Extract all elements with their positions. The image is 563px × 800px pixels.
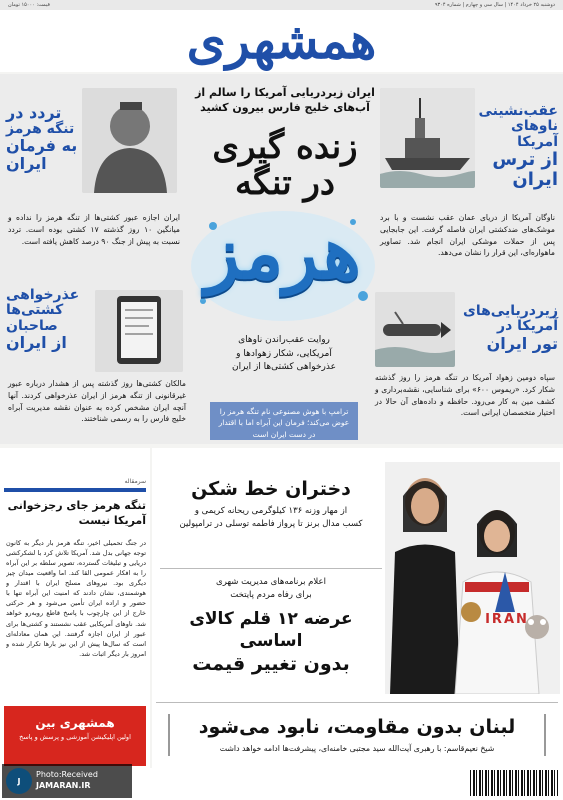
story-submarines-title-2: آمریکا در (497, 318, 558, 335)
story-traffic-title-2: تنگه هرمز (6, 120, 75, 137)
water-word-text: هرمز (205, 210, 361, 295)
city-sub-1: اعلام برنامه‌های مدیریت شهری (216, 577, 326, 587)
story-warships-title-2: ناوهای آمریکا (510, 118, 558, 150)
lead-subtitle-line-3: عذرخواهی کشتی‌ها از ایران (232, 362, 336, 372)
watermark-line-1: Photo:Received (36, 770, 98, 780)
story-apology-title[interactable] (6, 288, 98, 352)
jamaran-logo-icon: J (6, 768, 32, 794)
athletes-photo (385, 462, 560, 694)
sports-story[interactable] (156, 478, 386, 530)
ad-subtitle: اولین اپلیکیشن آموزشی و پرسش و پاسخ (19, 733, 131, 741)
commander-portrait-icon (82, 88, 177, 193)
lebanon-headline: لبنان بدون مقاومت، نابود می‌شود (198, 716, 516, 738)
lebanon-divider (156, 702, 558, 703)
editorial-body: در جنگ تحمیلی اخیر، تنگه هرمز بار دیگر به کانون توجه جهانی بدل شد. آمریکا تلاش کرد با لشکرکشی دریایی و تبلیغات گسترده، تصویر سلطه بر این آبراه را به افکار عمومی القا کند. اما واقعیت میدان چیز دیگری بود. نیروهای مسلح ایران با اقتدار و هوشمندی، نشان دادند که امنیت این آبراه تنها با حضور و اراده ایران تأمین می‌شود و هر حرکتی خارج از این چارچوب با پاسخ قاطع روبه‌رو خواهد شد. ناوهای آمریکایی عقب نشستند و کشتی‌ها برای عبور از ایران اجازه گرفتند. این همان معادله‌ای است که سال‌ها پیش از این نیز بارها تکرار شده و امروز بار دیگر اثبات شد. (6, 539, 146, 658)
submarine-drone-icon (375, 292, 455, 367)
photo-watermark (2, 764, 132, 798)
city-divider (160, 568, 382, 569)
athletes-photo-graphic (385, 462, 560, 694)
iran-jersey-text: IRAN (485, 612, 529, 627)
story-traffic-title-3: به فرمان (6, 135, 78, 155)
hamshahri-bin-ad[interactable] (4, 706, 146, 766)
tablet-document-icon (95, 290, 183, 372)
price-text: قیمت: ۱۵۰۰۰ تومان (8, 2, 50, 8)
ad-title: همشهری بین (35, 716, 115, 730)
story-submarines-title[interactable] (452, 304, 558, 352)
story-apology-title-1: عذرخواهی (6, 287, 80, 303)
story-submarines-title-3: تور ایران (486, 333, 558, 353)
watermark-line-2: JAMARAN.IR (36, 781, 91, 790)
city-story[interactable] (160, 576, 382, 676)
editorial-accent-bar (4, 488, 146, 492)
document-tablet-illustration (95, 290, 183, 372)
story-apology-title-3: صاحبان (6, 317, 58, 334)
story-warships-title[interactable] (470, 104, 558, 190)
story-warships-title-4: ایران (512, 168, 558, 190)
sports-headline: دختران خط شکن (191, 478, 351, 500)
submarine-drone-illustration (375, 292, 455, 367)
water-splash-word (183, 196, 383, 328)
date-bar (0, 0, 563, 10)
date-text: دوشنبه ۲۵ خرداد ۱۴۰۴ | سال سی و چهارم | شماره ۹۳۰۴ (434, 2, 555, 8)
city-headline-1: عرضه ۱۲ قلم کالای اساسی (189, 608, 353, 651)
story-warships-body: ناوگان آمریکا از دریای عمان عقب نشست و با برد موشک‌های ضدکشتی ایران فاصله گرفت. این جابجایی پس از حملات موشکی ایران انجام شد. تصاویر ماهواره‌ای، این قرار را نشان می‌دهد. (380, 213, 555, 258)
lead-subtitle-line-1: روایت عقب‌راندن ناوهای (238, 335, 330, 345)
lebanon-subtitle: شیخ نعیم‌قاسم: با رهبری آیت‌الله سید مجتبی خامنه‌ای، پیشرفت‌ها ادامه خواهد داشت (219, 743, 495, 753)
masthead (0, 10, 563, 72)
city-sub-2: برای رفاه مردم پایتخت (230, 589, 312, 600)
story-apology-body: مالکان کشتی‌ها روز گذشته پس از هشدار درباره عبور غیرقانونی از تنگه هرمز از ایران عذرخواهی کردند. آنها آنچه ایران مشخص کرده به عنوان نقشه مدیریت آبراه خلیج فارس را به رسمی شناختند. (8, 379, 186, 424)
warship-icon (380, 88, 475, 188)
story-submarines-body: سپاه دومین زهواد آمریکا در تنگه هرمز را روز گذشته شکار کرد. «ریموس ۶۰۰» برای شناسایی، نقشه‌برداری و کشف مین به کار می‌رود. حافظه و داده‌های آن حالا در اختیار متخصصان ایرانی است. (375, 373, 556, 418)
trump-ai-note-text: ترامپ با هوش مصنوعی نام تنگه هرمز را عوض می‌کند؛ فرمان این آبراه اما با اقتدار در دست ایران است (218, 407, 350, 439)
story-submarines-title-1: زیردریایی‌های (463, 303, 558, 319)
story-traffic-title-4: ایران (6, 153, 47, 173)
sports-sub-2: کسب مدال برنز تا پرواز فاطمه توسلی در ترامپولین (179, 518, 363, 529)
story-apology-title-4: از ایران (6, 333, 67, 353)
story-traffic-title-1: تردد در (6, 103, 62, 122)
barcode-icon (470, 770, 558, 796)
story-warships-title-3: از ترس (492, 149, 558, 171)
editorial-kicker: سرمقاله (124, 478, 146, 485)
trump-ai-note-box[interactable] (210, 402, 358, 440)
warship-illustration (380, 88, 475, 188)
editorial-headline-1: تنگه هرمز جای رجزخوانی (7, 499, 146, 512)
story-traffic-body: ایران اجازه عبور کشتی‌ها از تنگه هرمز را نداده و میانگین ۱۰ روز گذشته ۱۷ کشتی بوده است. تردد نسبت به پیش از جنگ ۹۰ درصد کاهش یافته است. (8, 213, 180, 246)
story-warships-title-1: عقب‌نشینی (478, 103, 558, 119)
lead-headline[interactable] (190, 127, 380, 203)
lebanon-story[interactable] (168, 714, 546, 756)
commander-illustration (82, 88, 177, 193)
lead-subtitle-line-2: آمریکایی، شکار زهوادها و (236, 348, 332, 359)
editorial-headline[interactable] (6, 498, 146, 529)
lead-subtitle (205, 334, 363, 375)
sports-sub-1: از مهار وزنه ۱۳۶ کیلوگرمی ریحانه کریمی و (194, 505, 348, 516)
top-teaser-line-1: ایران زیردریایی آمریکا را سالم از (195, 86, 375, 99)
top-teaser (190, 86, 380, 116)
city-headline-2: بدون تغییر قیمت (192, 652, 350, 675)
newspaper-logo: همشهری (186, 11, 377, 70)
story-apology-title-2: کشتی‌ها (6, 302, 64, 319)
lead-headline-line-1: زنده گیری (212, 127, 358, 167)
lead-headline-line-2: در تنگه (234, 162, 336, 203)
story-traffic-title[interactable] (6, 104, 86, 172)
top-teaser-line-2: آب‌های خلیج فارس بیرون کشید (200, 100, 370, 114)
editorial-headline-2: آمریکا نیست (78, 514, 146, 528)
